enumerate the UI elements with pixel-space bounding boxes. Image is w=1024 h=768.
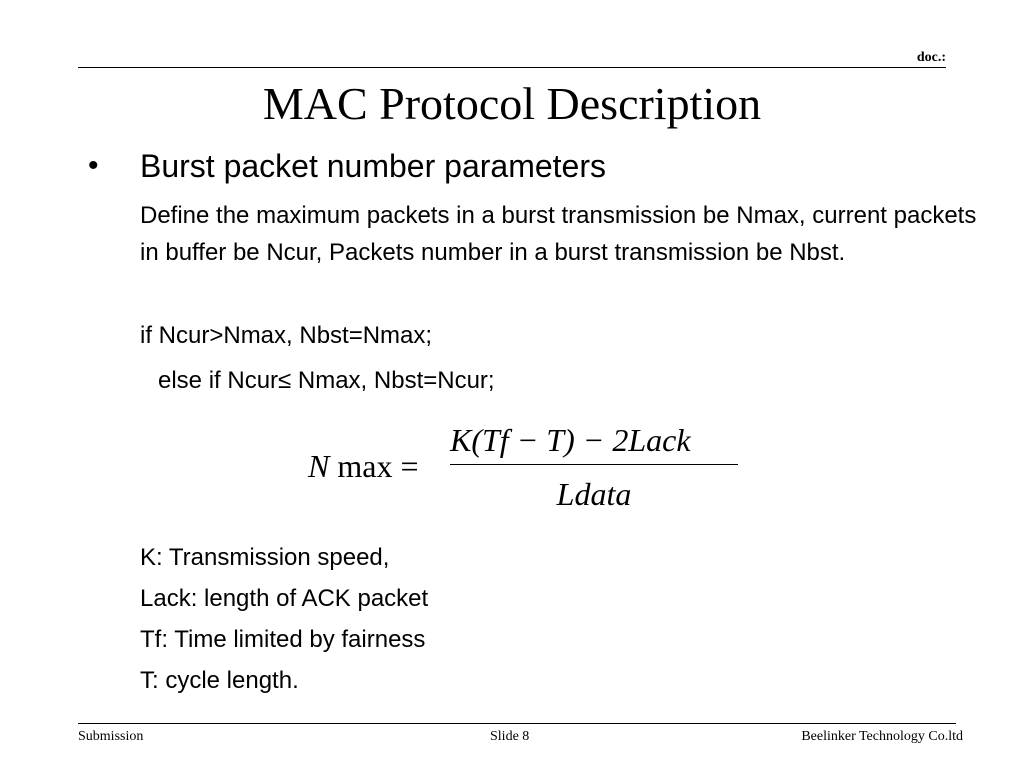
condition-line-1: if Ncur>Nmax, Nbst=Nmax; <box>140 322 433 349</box>
bullet-heading: Burst packet number parameters <box>140 148 606 184</box>
formula-denominator: Ldata <box>556 476 632 512</box>
slide-title: MAC Protocol Description <box>262 78 762 129</box>
definition-item: K: Transmission speed, <box>140 544 390 571</box>
header-divider <box>78 67 946 68</box>
definition-paragraph: Define the maximum packets in a burst transmission be Nmax, current packets in buffer be Ncur, Packets number in a burst transmission be Nbst. <box>140 202 977 266</box>
formula-lhs-rest: max = <box>329 448 419 484</box>
condition-line-2: else if Ncur≤ Nmax, Nbst=Ncur; <box>158 367 495 394</box>
footer-submission: Submission <box>78 729 144 744</box>
definition-item: Lack: length of ACK packet <box>140 585 429 612</box>
fraction-bar <box>450 464 738 465</box>
formula-lhs <box>308 446 418 486</box>
bullet-icon: • <box>88 149 99 182</box>
footer-divider <box>78 723 956 724</box>
formula-numerator: K(Tf − T) − 2Lack <box>450 422 691 458</box>
nmax-formula <box>300 416 760 520</box>
footer-company: Beelinker Technology Co.ltd <box>801 729 963 744</box>
formula-lhs-variable: N <box>308 448 330 484</box>
definition-item: Tf: Time limited by fairness <box>140 626 426 653</box>
definition-item: T: cycle length. <box>140 667 299 694</box>
footer-slide-number: Slide 8 <box>490 729 530 744</box>
doc-label: doc.: <box>916 50 946 65</box>
